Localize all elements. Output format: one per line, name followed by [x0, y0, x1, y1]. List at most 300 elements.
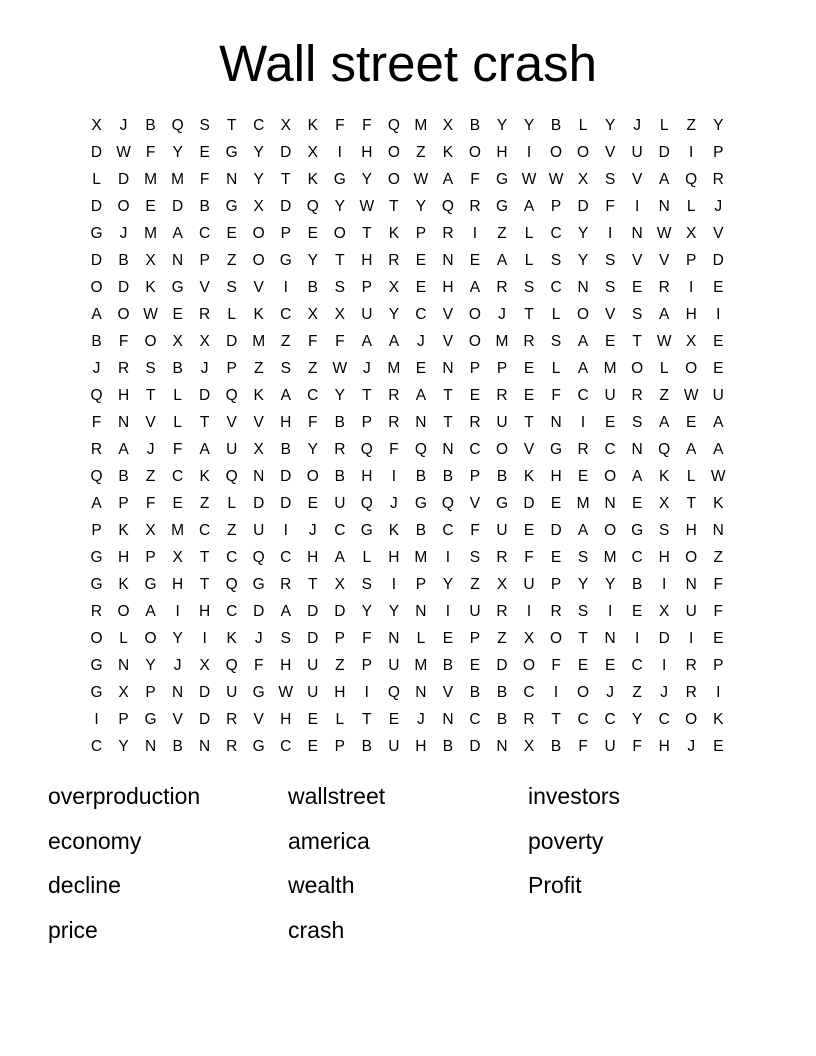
- grid-letter: A: [469, 279, 481, 296]
- grid-letter: E: [604, 333, 616, 350]
- grid-letter: P: [226, 360, 237, 377]
- grid-letter: R: [469, 198, 481, 215]
- grid-letter: G: [495, 171, 509, 188]
- grid-letter: P: [361, 657, 372, 674]
- grid-letter: K: [145, 279, 156, 296]
- grid-letter: X: [118, 684, 129, 701]
- grid-letter: B: [361, 738, 372, 755]
- grid-letter: B: [442, 468, 454, 485]
- grid-letter: N: [253, 468, 265, 485]
- grid-letter: P: [469, 630, 481, 647]
- grid-letter: T: [308, 576, 318, 593]
- word-list-row: [48, 781, 788, 826]
- grid-letter: V: [253, 711, 264, 728]
- grid-row: [83, 139, 733, 166]
- grid-letter: S: [334, 279, 345, 296]
- grid-letter: G: [495, 495, 509, 512]
- grid-letter: Y: [361, 603, 372, 620]
- grid-letter: G: [631, 522, 644, 539]
- grid-letter: K: [388, 225, 400, 242]
- grid-letter: X: [496, 576, 508, 593]
- grid-letter: E: [631, 279, 643, 296]
- grid-letter: X: [659, 603, 670, 620]
- grid-letter: N: [172, 684, 184, 701]
- grid-row: [83, 166, 733, 193]
- grid-letter: A: [361, 333, 372, 350]
- grid-letter: I: [526, 144, 532, 161]
- grid-letter: I: [445, 549, 451, 566]
- grid-letter: Z: [335, 657, 345, 674]
- grid-letter: O: [577, 684, 590, 701]
- grid-letter: I: [472, 225, 478, 242]
- grid-letter: Y: [388, 306, 400, 323]
- grid-letter: D: [658, 144, 670, 161]
- grid-letter: S: [631, 306, 643, 323]
- grid-letter: D: [172, 198, 184, 215]
- grid-letter: S: [280, 630, 291, 647]
- grid-row: [83, 382, 733, 409]
- grid-letter: B: [118, 468, 129, 485]
- grid-letter: E: [469, 657, 481, 674]
- grid-letter: J: [498, 306, 506, 323]
- grid-letter: V: [523, 441, 535, 458]
- grid-letter: Y: [415, 198, 427, 215]
- grid-letter: O: [468, 333, 481, 350]
- grid-letter: E: [415, 252, 427, 269]
- grid-letter: Z: [226, 522, 237, 539]
- grid-letter: P: [686, 252, 697, 269]
- grid-letter: U: [253, 522, 265, 539]
- grid-letter: N: [117, 657, 130, 674]
- grid-letter: I: [716, 306, 721, 323]
- grid-letter: K: [253, 387, 264, 404]
- grid-letter: S: [199, 117, 210, 134]
- grid-letter: P: [334, 738, 345, 755]
- grid-letter: N: [550, 414, 562, 431]
- grid-letter: A: [118, 441, 129, 458]
- grid-letter: K: [118, 576, 129, 593]
- grid-letter: P: [145, 684, 156, 701]
- grid-letter: O: [117, 198, 130, 215]
- grid-letter: L: [686, 198, 696, 215]
- grid-letter: Y: [604, 576, 616, 593]
- grid-letter: E: [415, 279, 427, 296]
- grid-letter: U: [604, 738, 616, 755]
- grid-letter: V: [631, 171, 643, 188]
- grid-letter: H: [685, 522, 697, 539]
- grid-row: [83, 706, 733, 733]
- grid-letter: S: [145, 360, 156, 377]
- grid-letter: N: [685, 576, 697, 593]
- grid-letter: T: [443, 414, 453, 431]
- grid-letter: W: [278, 684, 294, 701]
- grid-letter: U: [388, 657, 400, 674]
- grid-letter: Y: [253, 144, 264, 161]
- grid-row: [83, 679, 733, 706]
- grid-letter: H: [117, 387, 130, 404]
- grid-letter: Z: [470, 576, 480, 593]
- grid-letter: J: [119, 225, 128, 242]
- grid-letter: M: [171, 171, 185, 188]
- grid-letter: A: [91, 306, 102, 323]
- grid-letter: E: [442, 630, 454, 647]
- grid-letter: C: [550, 279, 562, 296]
- grid-letter: C: [172, 468, 184, 485]
- grid-letter: I: [689, 630, 694, 647]
- grid-letter: K: [442, 144, 454, 161]
- grid-letter: G: [225, 198, 238, 215]
- grid-letter: Z: [497, 630, 507, 647]
- grid-letter: Q: [414, 441, 427, 458]
- grid-letter: V: [226, 414, 237, 431]
- grid-letter: O: [685, 549, 698, 566]
- grid-letter: R: [117, 360, 130, 377]
- grid-letter: Q: [225, 387, 238, 404]
- grid-letter: L: [659, 360, 669, 377]
- grid-letter: S: [631, 414, 643, 431]
- grid-row: [83, 112, 733, 139]
- grid-letter: W: [359, 198, 375, 215]
- grid-letter: A: [496, 252, 508, 269]
- grid-letter: Z: [416, 144, 426, 161]
- grid-letter: H: [361, 252, 373, 269]
- grid-letter: F: [470, 171, 480, 188]
- grid-letter: E: [713, 630, 724, 647]
- grid-letter: J: [417, 333, 425, 350]
- grid-letter: O: [387, 144, 400, 161]
- grid-letter: B: [469, 684, 481, 701]
- grid-letter: H: [199, 603, 211, 620]
- grid-row: [83, 490, 733, 517]
- grid-letter: P: [334, 630, 345, 647]
- grid-letter: S: [550, 333, 562, 350]
- grid-letter: T: [686, 495, 696, 512]
- grid-letter: G: [225, 144, 238, 161]
- grid-letter: A: [577, 522, 589, 539]
- grid-letter: H: [334, 684, 346, 701]
- grid-letter: E: [145, 198, 156, 215]
- grid-letter: F: [145, 144, 156, 161]
- grid-letter: B: [145, 117, 156, 134]
- grid-letter: L: [92, 171, 101, 188]
- grid-letter: Q: [685, 171, 698, 188]
- grid-letter: N: [226, 171, 238, 188]
- grid-letter: R: [658, 279, 670, 296]
- grid-letter: T: [443, 387, 453, 404]
- grid-letter: O: [604, 468, 617, 485]
- grid-letter: S: [577, 603, 589, 620]
- grid-letter: Z: [308, 360, 318, 377]
- grid-letter: Y: [334, 387, 345, 404]
- grid-letter: A: [523, 198, 535, 215]
- grid-letter: J: [389, 495, 398, 512]
- grid-letter: I: [607, 225, 613, 242]
- grid-letter: Y: [172, 630, 183, 647]
- grid-letter: D: [712, 252, 724, 269]
- grid-letter: Y: [442, 576, 454, 593]
- grid-letter: B: [496, 684, 508, 701]
- grid-letter: H: [361, 144, 373, 161]
- word-list-item: price: [48, 916, 98, 943]
- grid-letter: D: [280, 495, 292, 512]
- grid-letter: I: [202, 630, 207, 647]
- grid-letter: E: [713, 360, 724, 377]
- grid-letter: V: [469, 495, 481, 512]
- grid-letter: I: [634, 198, 640, 215]
- grid-letter: L: [335, 711, 345, 728]
- grid-letter: O: [387, 171, 400, 188]
- grid-letter: H: [172, 576, 184, 593]
- grid-letter: R: [90, 441, 103, 458]
- grid-letter: Z: [632, 684, 642, 701]
- grid-letter: F: [632, 738, 642, 755]
- grid-letter: F: [335, 333, 345, 350]
- grid-letter: I: [283, 522, 288, 539]
- grid-letter: T: [389, 198, 399, 215]
- grid-letter: E: [469, 252, 481, 269]
- grid-letter: X: [334, 306, 345, 323]
- grid-letter: N: [631, 441, 643, 458]
- grid-letter: X: [659, 495, 670, 512]
- grid-letter: P: [361, 279, 372, 296]
- grid-letter: M: [576, 495, 590, 512]
- grid-row: [83, 544, 733, 571]
- grid-letter: E: [713, 738, 724, 755]
- grid-letter: G: [252, 576, 265, 593]
- grid-letter: W: [143, 306, 158, 323]
- grid-letter: G: [90, 549, 103, 566]
- grid-letter: W: [413, 171, 429, 188]
- grid-letter: C: [658, 711, 670, 728]
- grid-row: [83, 409, 733, 436]
- grid-letter: V: [631, 252, 643, 269]
- grid-letter: O: [252, 252, 265, 269]
- grid-letter: G: [90, 576, 103, 593]
- grid-letter: N: [415, 414, 427, 431]
- grid-letter: N: [388, 630, 400, 647]
- word-list-item: wallstreet: [288, 783, 386, 809]
- grid-letter: N: [442, 252, 454, 269]
- grid-letter: R: [496, 549, 508, 566]
- grid-letter: P: [415, 225, 427, 242]
- grid-letter: J: [308, 522, 317, 539]
- word-list-item: Profit: [528, 872, 582, 898]
- grid-letter: N: [712, 522, 724, 539]
- grid-letter: Q: [360, 495, 373, 512]
- grid-letter: O: [333, 225, 346, 242]
- grid-letter: N: [415, 684, 427, 701]
- grid-letter: E: [523, 360, 535, 377]
- grid-letter: V: [604, 144, 616, 161]
- grid-letter: Y: [631, 711, 643, 728]
- grid-letter: O: [685, 360, 698, 377]
- grid-letter: G: [495, 198, 509, 215]
- grid-letter: K: [523, 468, 535, 485]
- grid-letter: A: [280, 387, 291, 404]
- grid-letter: N: [496, 738, 508, 755]
- grid-letter: Z: [281, 333, 291, 350]
- grid-letter: L: [173, 414, 182, 431]
- grid-letter: A: [442, 171, 454, 188]
- grid-letter: X: [307, 306, 318, 323]
- grid-letter: D: [577, 198, 589, 215]
- grid-letter: D: [280, 468, 292, 485]
- grid-row: [83, 598, 733, 625]
- grid-letter: Q: [90, 468, 103, 485]
- grid-letter: Y: [145, 657, 156, 674]
- grid-letter: Q: [90, 387, 103, 404]
- grid-letter: L: [524, 225, 534, 242]
- grid-letter: G: [90, 225, 103, 242]
- grid-letter: H: [550, 468, 562, 485]
- grid-letter: Y: [577, 252, 589, 269]
- grid-row: [83, 733, 733, 760]
- grid-letter: F: [145, 495, 156, 512]
- grid-letter: K: [253, 306, 264, 323]
- grid-letter: D: [90, 252, 103, 269]
- grid-letter: C: [469, 711, 481, 728]
- grid-letter: D: [523, 495, 535, 512]
- grid-letter: T: [578, 630, 588, 647]
- grid-letter: Z: [713, 549, 723, 566]
- grid-letter: M: [144, 225, 158, 242]
- grid-letter: R: [226, 711, 238, 728]
- grid-letter: P: [496, 360, 508, 377]
- grid-letter: I: [337, 144, 342, 161]
- grid-letter: T: [524, 306, 534, 323]
- grid-letter: Z: [145, 468, 156, 485]
- grid-letter: R: [442, 225, 454, 242]
- grid-letter: S: [604, 171, 616, 188]
- grid-letter: Q: [387, 117, 400, 134]
- grid-letter: D: [117, 279, 130, 296]
- grid-letter: Y: [307, 252, 318, 269]
- grid-letter: C: [604, 711, 616, 728]
- grid-letter: Q: [441, 495, 454, 512]
- grid-letter: Q: [252, 549, 265, 566]
- grid-letter: K: [307, 117, 318, 134]
- grid-letter: E: [307, 711, 318, 728]
- grid-letter: C: [604, 441, 616, 458]
- grid-letter: I: [283, 279, 288, 296]
- grid-letter: X: [388, 279, 400, 296]
- grid-letter: T: [199, 576, 210, 593]
- grid-letter: V: [713, 225, 724, 242]
- grid-letter: T: [335, 252, 345, 269]
- grid-row: [83, 652, 733, 679]
- grid-letter: P: [361, 414, 372, 431]
- word-list-item: investors: [528, 783, 621, 809]
- grid-letter: W: [683, 387, 699, 404]
- grid-letter: E: [469, 387, 481, 404]
- grid-letter: B: [199, 198, 210, 215]
- grid-row: [83, 247, 733, 274]
- grid-letter: J: [687, 738, 696, 755]
- grid-row: [83, 463, 733, 490]
- grid-letter: D: [280, 198, 292, 215]
- grid-letter: U: [496, 522, 508, 539]
- grid-letter: G: [550, 441, 563, 458]
- grid-letter: D: [199, 684, 211, 701]
- grid-letter: B: [442, 657, 454, 674]
- grid-letter: A: [91, 495, 102, 512]
- grid-letter: H: [442, 279, 454, 296]
- grid-letter: U: [307, 684, 319, 701]
- grid-letter: L: [551, 360, 561, 377]
- grid-letter: D: [90, 144, 103, 161]
- grid-letter: W: [548, 171, 564, 188]
- grid-letter: J: [417, 711, 425, 728]
- grid-letter: P: [469, 360, 481, 377]
- grid-letter: R: [226, 738, 238, 755]
- grid-letter: D: [496, 657, 508, 674]
- grid-letter: U: [334, 495, 346, 512]
- grid-letter: K: [307, 171, 318, 188]
- grid-letter: X: [523, 738, 535, 755]
- grid-letter: M: [171, 522, 185, 539]
- grid-letter: U: [631, 144, 643, 161]
- grid-letter: X: [253, 441, 264, 458]
- grid-letter: E: [307, 738, 318, 755]
- grid-letter: A: [577, 333, 589, 350]
- grid-row: [83, 328, 733, 355]
- grid-letter: Z: [686, 117, 696, 134]
- grid-letter: P: [415, 576, 427, 593]
- grid-letter: N: [604, 495, 616, 512]
- grid-letter: L: [362, 549, 372, 566]
- grid-letter: T: [199, 414, 210, 431]
- grid-letter: F: [308, 414, 318, 431]
- grid-letter: R: [496, 387, 508, 404]
- grid-letter: P: [550, 198, 562, 215]
- grid-letter: D: [117, 171, 130, 188]
- grid-letter: A: [659, 171, 670, 188]
- word-list-item: wealth: [288, 872, 355, 898]
- grid-letter: X: [334, 576, 345, 593]
- grid-letter: E: [388, 711, 400, 728]
- grid-letter: P: [199, 252, 210, 269]
- grid-letter: R: [496, 603, 508, 620]
- grid-letter: B: [172, 738, 183, 755]
- word-list-item: overproduction: [48, 783, 201, 809]
- grid-letter: C: [631, 549, 643, 566]
- grid-letter: Y: [334, 198, 345, 215]
- grid-row: [83, 193, 733, 220]
- grid-letter: R: [388, 387, 400, 404]
- grid-letter: X: [253, 198, 264, 215]
- grid-letter: R: [523, 333, 535, 350]
- grid-letter: Y: [523, 117, 535, 134]
- grid-letter: G: [279, 252, 292, 269]
- grid-letter: O: [468, 144, 481, 161]
- grid-letter: R: [469, 414, 481, 431]
- grid-letter: K: [199, 468, 210, 485]
- grid-letter: E: [713, 279, 724, 296]
- grid-letter: J: [714, 198, 723, 215]
- grid-letter: V: [145, 414, 156, 431]
- grid-letter: I: [716, 684, 721, 701]
- grid-letter: P: [713, 144, 724, 161]
- grid-letter: O: [117, 306, 130, 323]
- grid-letter: H: [280, 657, 292, 674]
- grid-letter: R: [90, 603, 103, 620]
- grid-letter: C: [199, 225, 211, 242]
- grid-letter: F: [551, 657, 561, 674]
- grid-letter: K: [226, 630, 237, 647]
- grid-letter: E: [226, 225, 237, 242]
- grid-letter: G: [252, 684, 265, 701]
- grid-letter: M: [495, 333, 509, 350]
